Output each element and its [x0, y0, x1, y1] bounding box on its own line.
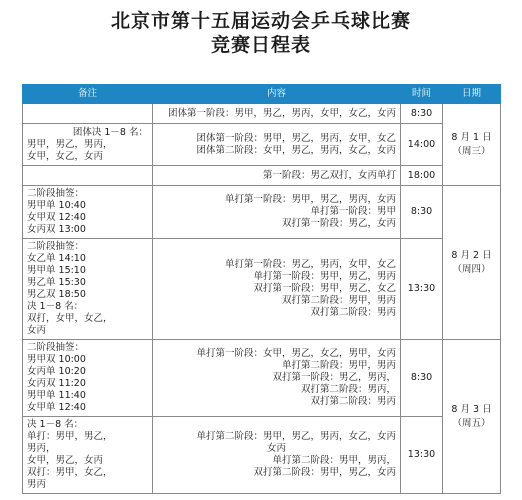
note-line: 团体决 1－8 名：: [72, 126, 148, 138]
note-line: 双打，女甲，女乙，: [27, 313, 113, 324]
note-line: 男乙双 18:50: [27, 289, 86, 300]
note-line: 二阶段抽签：: [27, 342, 85, 353]
date-cell: [443, 186, 501, 340]
time-cell: 13:30: [401, 417, 443, 494]
content-line: 双打第一阶段：男乙，女丙: [281, 218, 396, 229]
content-line: 单打第一阶段：男乙，男丙，女甲，女乙: [224, 259, 396, 270]
date-weekday: （周五）: [452, 417, 491, 429]
content-cell: [153, 104, 401, 124]
content-line: 双打第一阶段：男乙，男丙，: [272, 372, 396, 383]
note-line: 男丙，: [27, 443, 56, 454]
date-line: 8 月 1 日: [451, 131, 492, 143]
note-line: 女丙: [27, 325, 47, 336]
note-line: 女甲单 12:40: [27, 402, 86, 413]
content-cell: [153, 340, 401, 417]
time-cell: 8:30: [401, 186, 443, 239]
note-line: 男甲双 10:00: [27, 354, 86, 365]
time-cell: 8:30: [401, 104, 443, 124]
table-row: [23, 417, 501, 494]
note-line: 决 1－8 名：: [27, 419, 84, 430]
content-line: 女丙: [266, 443, 286, 454]
content-line: 双打第二阶段：男甲，男乙，女丙: [253, 467, 396, 478]
content-cell: [153, 166, 401, 186]
note-line: 二阶段抽签：: [27, 188, 85, 199]
content-line: 双打第一阶段：男甲，男乙，女乙: [253, 283, 396, 294]
content-cell: [153, 417, 401, 494]
table-row: [23, 186, 501, 239]
note-line: 决 1－8 名：: [27, 301, 84, 312]
note-line: 二阶段抽签：: [27, 241, 85, 252]
content-line: 团体第二阶段：女甲，男乙，男丙，女乙，女丙: [196, 144, 396, 156]
content-line: 单打第一阶段：男甲，男乙，男丙: [253, 271, 396, 282]
content-line: 单打第一阶段：男甲: [310, 206, 396, 217]
content-line: 团体第一阶段：男甲，男乙，男丙，女甲，女乙: [196, 132, 396, 144]
header-row: [23, 85, 501, 104]
note-line: 男甲单 15:10: [27, 265, 86, 276]
header-time: 时间: [401, 85, 443, 104]
note-line: 女甲，女乙，女丙: [27, 150, 104, 162]
note-cell: [23, 417, 153, 494]
note-line: 女丙双 11:20: [27, 378, 86, 389]
content-line: 双打第二阶段：男甲，男丙: [281, 295, 396, 306]
note-cell: [23, 104, 153, 124]
content-line: 双打第二阶段：男丙: [310, 307, 396, 318]
header-date: 日期: [443, 85, 501, 104]
table-row: [23, 239, 501, 340]
page-subtitle: 竞赛日程表: [210, 34, 311, 56]
date-weekday: （周四）: [452, 263, 491, 275]
content-line: 单打第一阶段：男甲，男乙，男丙，女丙: [224, 194, 396, 205]
note-cell: [23, 166, 153, 186]
time-cell: 8:30: [401, 340, 443, 417]
content-line: 团体第一阶段：男甲，男乙，男丙，女甲，女乙，女丙: [167, 107, 396, 119]
content-cell: [153, 186, 401, 239]
time-cell: 14:00: [401, 124, 443, 166]
date-weekday: （周三）: [452, 145, 491, 157]
time-cell: 13:30: [401, 239, 443, 340]
date-line: 8 月 3 日: [451, 403, 492, 415]
date-cell: [443, 340, 501, 494]
header-content: 内容: [153, 85, 401, 104]
note-cell: [23, 124, 153, 166]
note-line: 双打：男甲，女乙，: [27, 467, 113, 478]
table-row: [23, 166, 501, 186]
content-line: 单打第二阶段：男甲，男丙: [281, 360, 396, 371]
content-line: 第一阶段：男乙双打，女丙单打: [262, 169, 396, 181]
note-cell: [23, 340, 153, 417]
time-cell: 18:00: [401, 166, 443, 186]
table-row: [23, 104, 501, 124]
note-line: 女乙单 14:10: [27, 253, 86, 264]
date-line: 8 月 2 日: [451, 249, 492, 261]
table-row: [23, 340, 501, 417]
content-line: 双打第二阶段：男丙，: [300, 384, 396, 395]
page-title: 北京市第十五届运动会乒乓球比赛: [110, 10, 411, 32]
note-line: 女丙双 13:00: [27, 224, 86, 235]
note-line: 男甲，男乙，男丙，: [27, 138, 113, 150]
note-cell: [23, 239, 153, 340]
header-note: 备注: [23, 85, 153, 104]
content-line: 单打第一阶段：女甲，男乙，女乙，男甲，女丙: [196, 348, 396, 359]
content-cell: [153, 239, 401, 340]
note-line: 女甲双 12:40: [27, 212, 86, 223]
note-line: 男甲单 11:40: [27, 390, 86, 401]
note-line: 男甲单 10:40: [27, 200, 86, 211]
content-line: 双打第二阶段：男丙: [310, 396, 396, 407]
note-line: 单打：男甲，男乙，: [27, 431, 113, 442]
content-line: 单打第二阶段：男甲，男乙，男丙，女乙，女丙: [196, 431, 396, 442]
note-cell: [23, 186, 153, 239]
note-line: 女丙单 10:20: [27, 366, 86, 377]
table-row: [23, 124, 501, 166]
date-cell: [443, 104, 501, 186]
content-cell: [153, 124, 401, 166]
content-line: 单打第二阶段：男甲，男丙，: [272, 455, 396, 466]
note-line: 女甲，男乙，女丙: [27, 455, 104, 466]
note-line: 男丙: [27, 479, 47, 490]
schedule-table: [22, 84, 501, 494]
note-line: 男乙单 15:30: [27, 277, 86, 288]
